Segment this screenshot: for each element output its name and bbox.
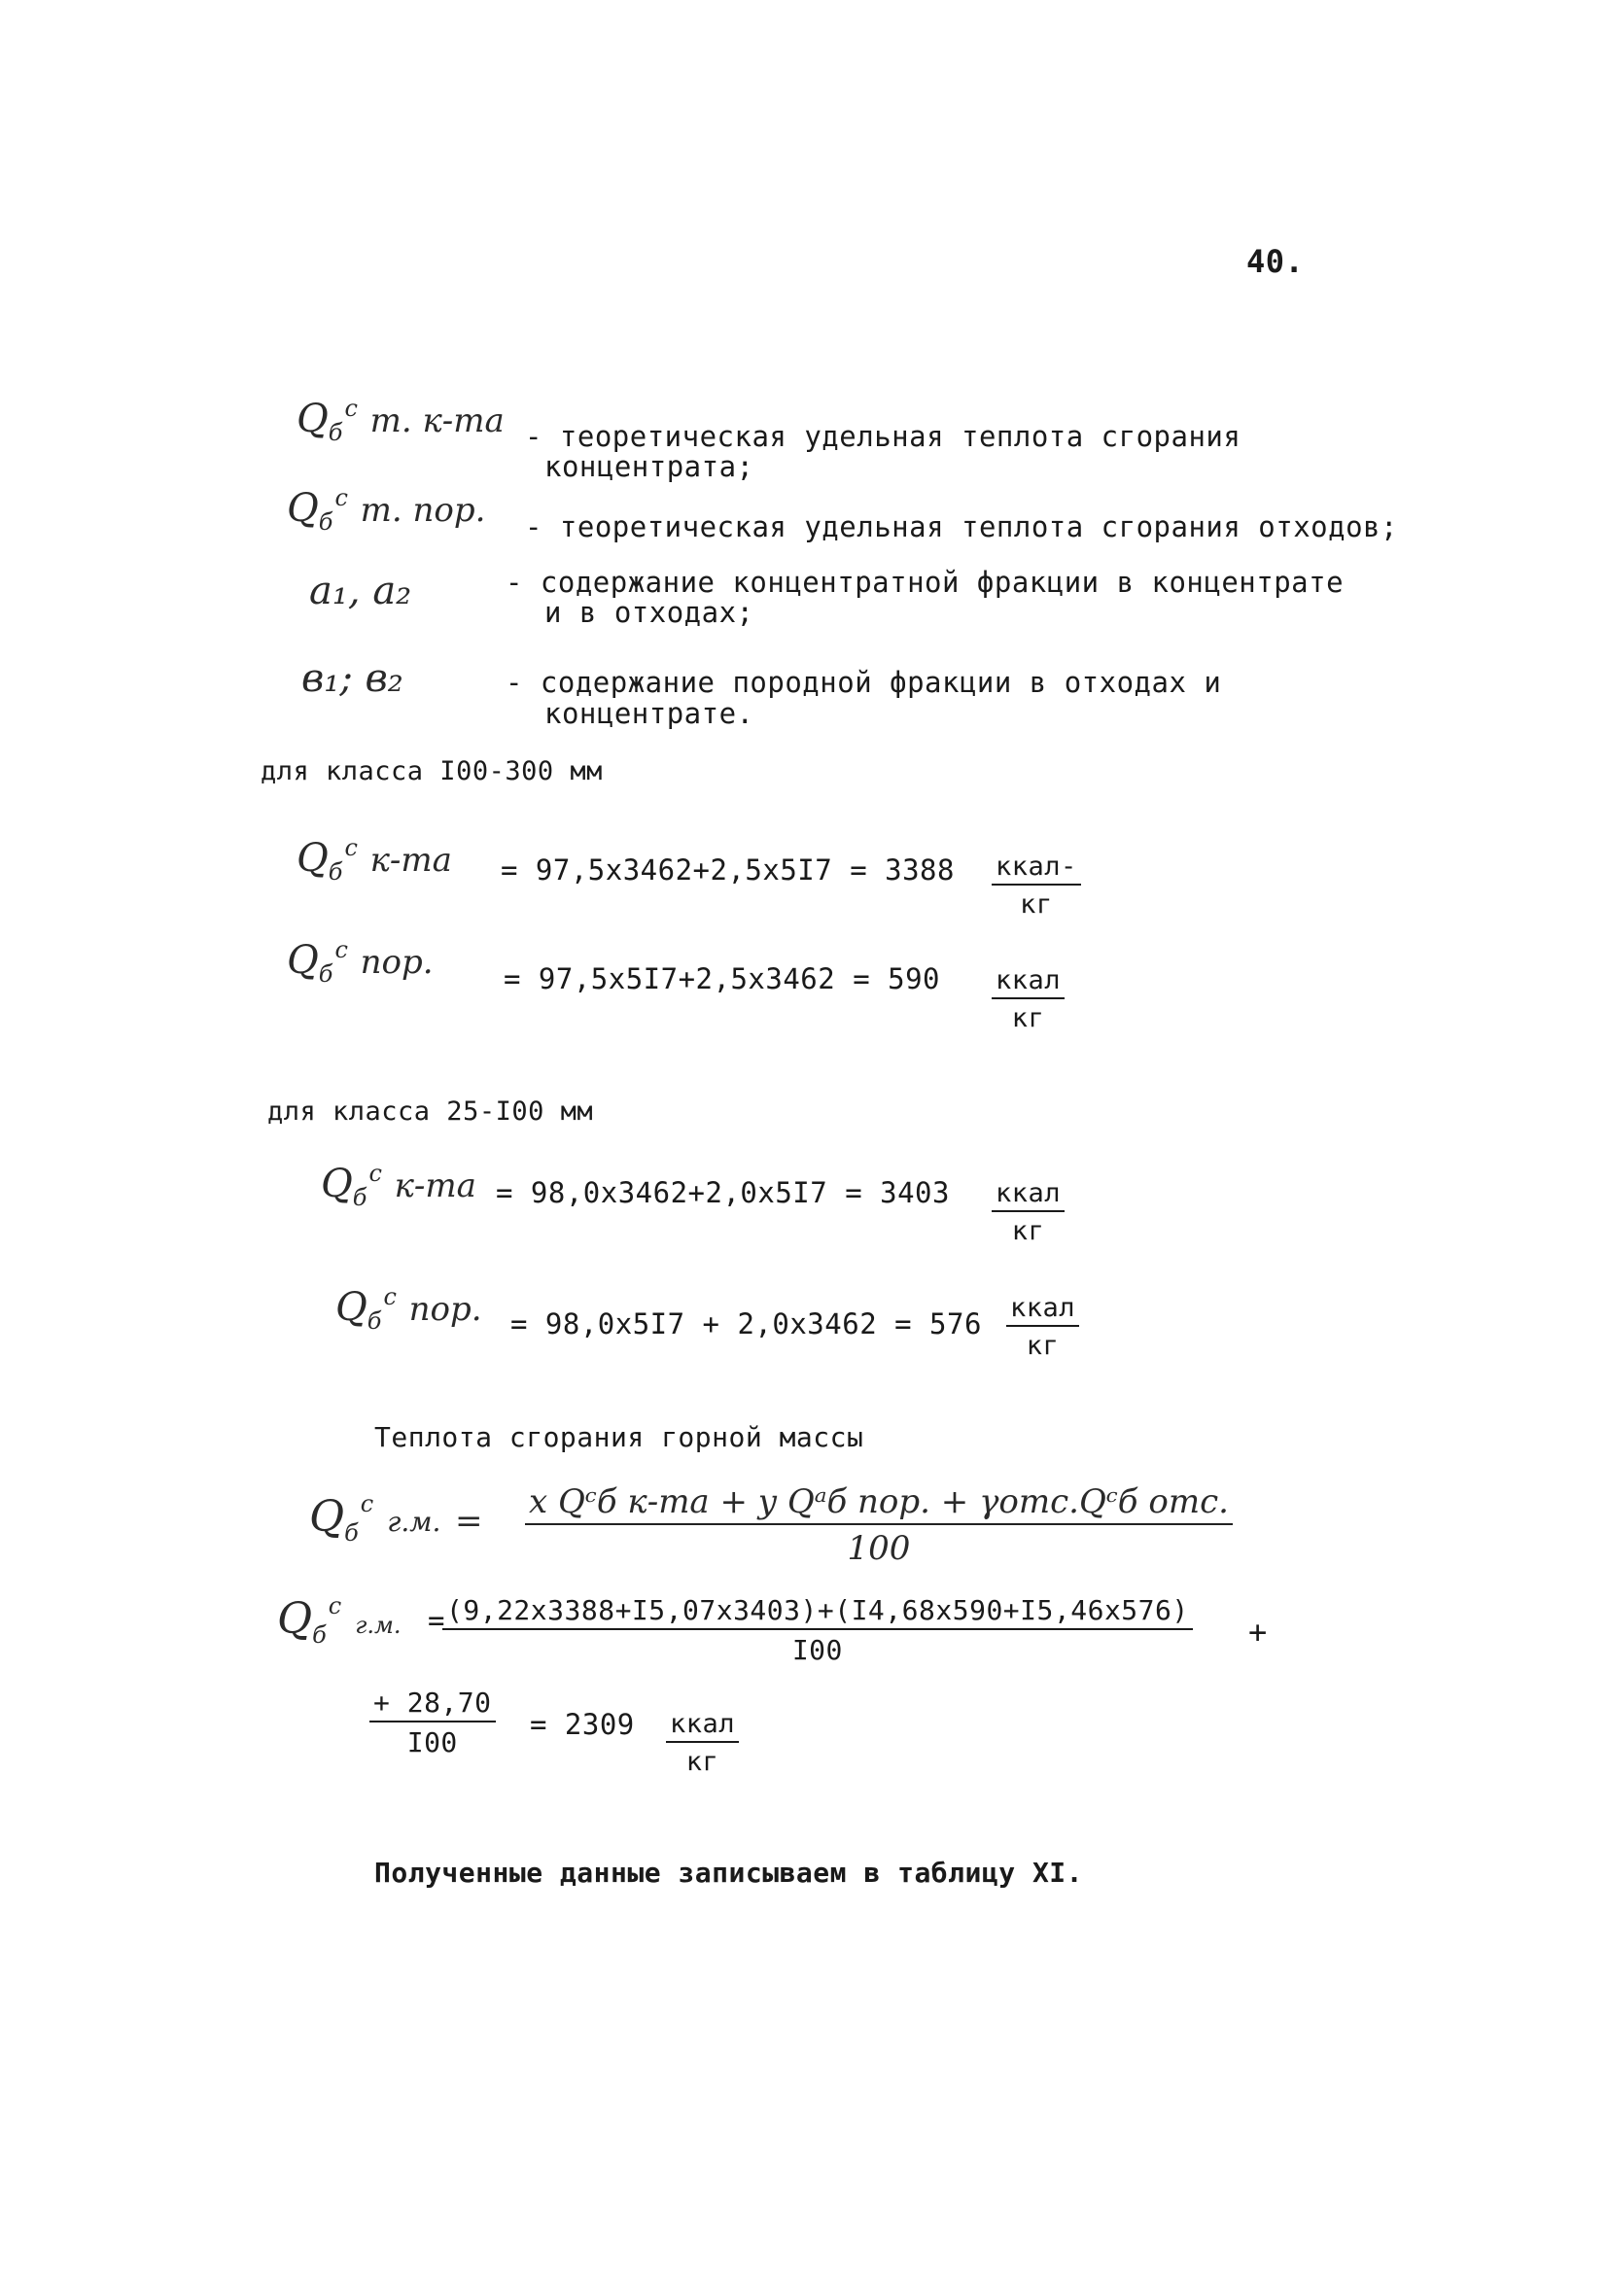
result-value: = 2309 xyxy=(530,1708,635,1741)
unit-fraction: ккал кг xyxy=(992,1178,1065,1246)
equation-rhs: = 98,0x3462+2,0x5I7 = 3403 xyxy=(496,1176,950,1209)
equation-lhs: $Q_бc$ пор. xyxy=(335,1283,482,1335)
formula-equals: = xyxy=(455,1502,483,1541)
definition-text: - содержание концентратной фракции в концентрате xyxy=(506,566,1345,599)
equation-rhs: = 98,0x5I7 + 2,0x3462 = 576 xyxy=(510,1307,982,1340)
equation-lhs: $Q_бc$ к-та xyxy=(321,1160,476,1211)
definition-text: - содержание породной фракции в отходах и xyxy=(506,666,1222,699)
unit-fraction: ккал- кг xyxy=(992,852,1081,920)
definition-text: и в отходах; xyxy=(544,596,754,629)
symbol-q-waste: $Q_бc$ т. пор. xyxy=(287,484,486,536)
symbol-q-concentrate: $Q_бc$ т. к-та xyxy=(297,395,505,446)
formula-lhs: $Q_бc$ г.м. xyxy=(309,1490,441,1547)
definition-text: - теоретическая удельная теплота сгорания отходов; xyxy=(525,510,1398,543)
general-formula-fraction: x Qᶜб к-та + y Qᵃб пор. + γотс.Qᶜб отс. 100 xyxy=(525,1482,1233,1568)
page-number: 40. xyxy=(1246,243,1305,280)
symbol-b1-b2: в₁; в₂ xyxy=(301,656,403,701)
equation-rhs: = 97,5x3462+2,5x5I7 = 3388 xyxy=(501,853,955,887)
section-heading: для класса I00-300 мм xyxy=(261,756,603,786)
equation-rhs: = 97,5x5I7+2,5x3462 = 590 xyxy=(504,962,940,995)
section-heading: Теплота сгорания горной массы xyxy=(374,1421,864,1453)
unit-fraction: ккал кг xyxy=(666,1709,739,1777)
definition-text: концентрата; xyxy=(544,450,754,483)
calc-fraction: $\frac{(9,22x3388+I5,07x3403)+(I4,68x590+I5,46x576)}{I00}$ xyxy=(442,1594,1193,1666)
definition-text: концентрате. xyxy=(544,697,754,730)
unit-fraction: ккал кг xyxy=(992,965,1065,1033)
continuation-fraction: $\frac{+ 28,70}{I00}$ xyxy=(369,1687,496,1758)
unit-fraction: ккал кг xyxy=(1006,1293,1079,1361)
calc-plus: + xyxy=(1248,1614,1268,1651)
symbol-a1-a2: a₁, a₂ xyxy=(309,569,412,613)
calc-equals: = xyxy=(428,1604,445,1637)
equation-lhs: $Q_бc$ пор. xyxy=(287,936,434,988)
section-heading: для класса 25-I00 мм xyxy=(267,1096,594,1127)
equation-lhs: $Q_бc$ к-та xyxy=(297,834,452,886)
calc-lhs: $Q_бc$ г.м. xyxy=(277,1592,402,1649)
definition-text: - теоретическая удельная теплота сгорания xyxy=(525,420,1241,453)
closing-sentence: Полученные данные записываем в таблицу XI. xyxy=(374,1857,1084,1889)
